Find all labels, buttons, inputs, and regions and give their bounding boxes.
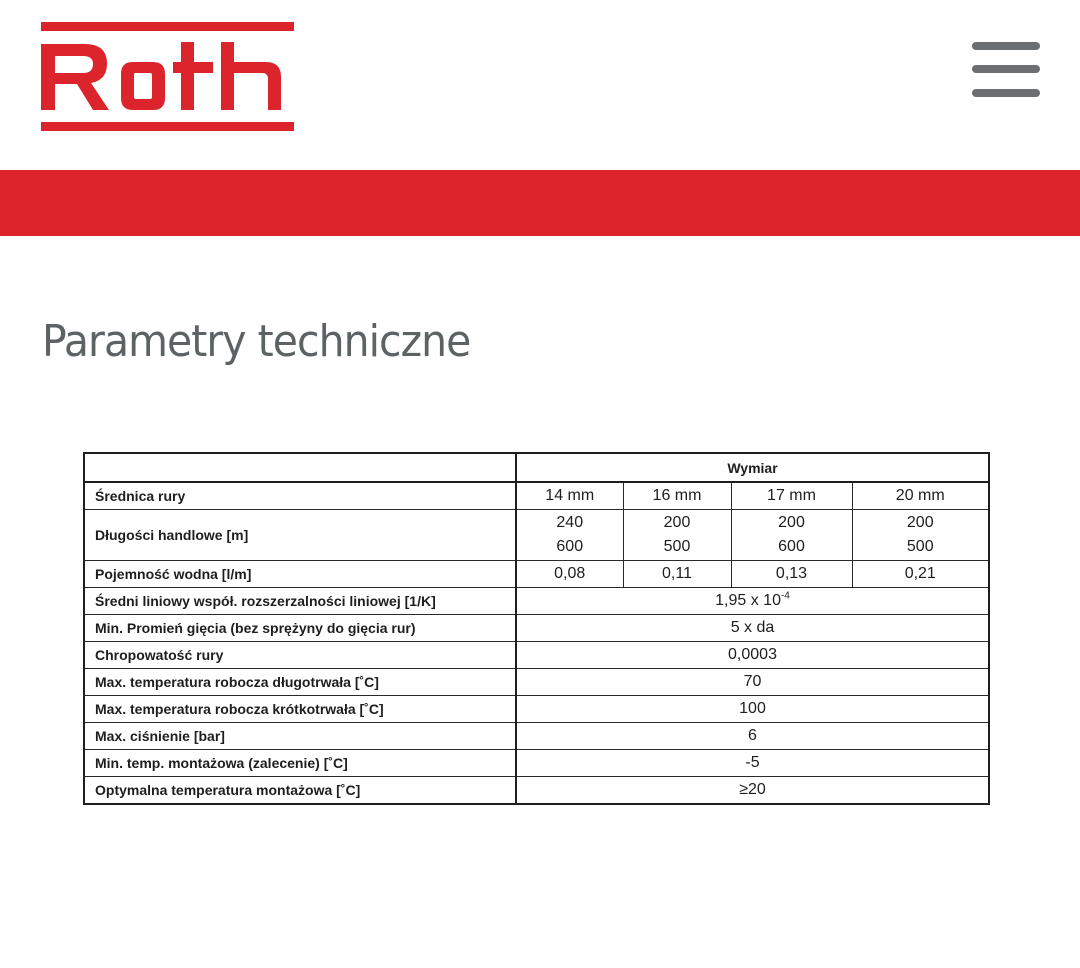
group-header-cell: Wymiar (516, 453, 989, 482)
menu-bar-top (972, 42, 1040, 50)
row-label: Min. Promień gięcia (bez sprężyny do gięcia rur) (84, 615, 516, 642)
length-value: 500 (906, 538, 934, 555)
table-row (84, 615, 989, 642)
capacity-cell: 0,08 (516, 561, 623, 588)
table-row (84, 588, 989, 615)
row-label: Max. ciśnienie [bar] (84, 723, 516, 750)
capacity-cell: 0,13 (731, 561, 852, 588)
length-value: 200 (663, 514, 691, 531)
capacity-cell: 0,11 (623, 561, 731, 588)
empty-header-cell (84, 453, 516, 482)
technical-parameters-table (83, 452, 990, 805)
table-row (84, 777, 989, 805)
site-header (0, 0, 1080, 170)
menu-bar-bottom (972, 89, 1040, 97)
row-label: Długości handlowe [m] (84, 510, 516, 561)
row-label: Max. temperatura robocza krótkotrwała [˚C] (84, 696, 516, 723)
table-row (84, 696, 989, 723)
table-row (84, 642, 989, 669)
row-value: 70 (516, 669, 989, 696)
diameter-cell: 20 mm (852, 482, 989, 510)
row-label: Średnica rury (84, 482, 516, 510)
row-label: Max. temperatura robocza długotrwała [˚C] (84, 669, 516, 696)
length-value: 600 (556, 538, 584, 555)
table-header-row (84, 453, 989, 482)
row-label: Chropowatość rury (84, 642, 516, 669)
length-value: 240 (556, 514, 584, 531)
menu-bar-middle (972, 65, 1040, 73)
row-value: 5 x da (516, 615, 989, 642)
length-value: 200 (778, 514, 805, 531)
header-red-band (0, 170, 1080, 236)
row-label: Pojemność wodna [l/m] (84, 561, 516, 588)
page-title: Parametry techniczne (42, 316, 471, 367)
table-row (84, 723, 989, 750)
diameter-cell: 16 mm (623, 482, 731, 510)
length-cell (623, 510, 731, 561)
hamburger-menu-icon[interactable] (968, 42, 1044, 102)
row-label: Min. temp. montażowa (zalecenie) [˚C] (84, 750, 516, 777)
length-value: 500 (663, 538, 691, 555)
row-label: Optymalna temperatura montażowa [˚C] (84, 777, 516, 805)
table-row (84, 510, 989, 561)
table-row (84, 561, 989, 588)
expansion-value-exponent: -4 (780, 590, 790, 602)
length-value: 200 (906, 514, 934, 531)
roth-logo[interactable] (41, 22, 294, 132)
length-cell (516, 510, 623, 561)
length-value: 600 (778, 538, 805, 555)
row-value: -5 (516, 750, 989, 777)
expansion-value-cell (516, 588, 989, 615)
row-value: 100 (516, 696, 989, 723)
table-row (84, 750, 989, 777)
length-cell (731, 510, 852, 561)
table-row (84, 482, 989, 510)
row-label: Średni liniowy współ. rozszerzalności liniowej [1/K] (84, 588, 516, 615)
diameter-cell: 14 mm (516, 482, 623, 510)
expansion-value-base: 1,95 x 10 (715, 592, 781, 609)
row-value: 6 (516, 723, 989, 750)
row-value: ≥20 (516, 777, 989, 805)
table-row (84, 669, 989, 696)
diameter-cell: 17 mm (731, 482, 852, 510)
length-cell (852, 510, 989, 561)
capacity-cell: 0,21 (852, 561, 989, 588)
row-value: 0,0003 (516, 642, 989, 669)
